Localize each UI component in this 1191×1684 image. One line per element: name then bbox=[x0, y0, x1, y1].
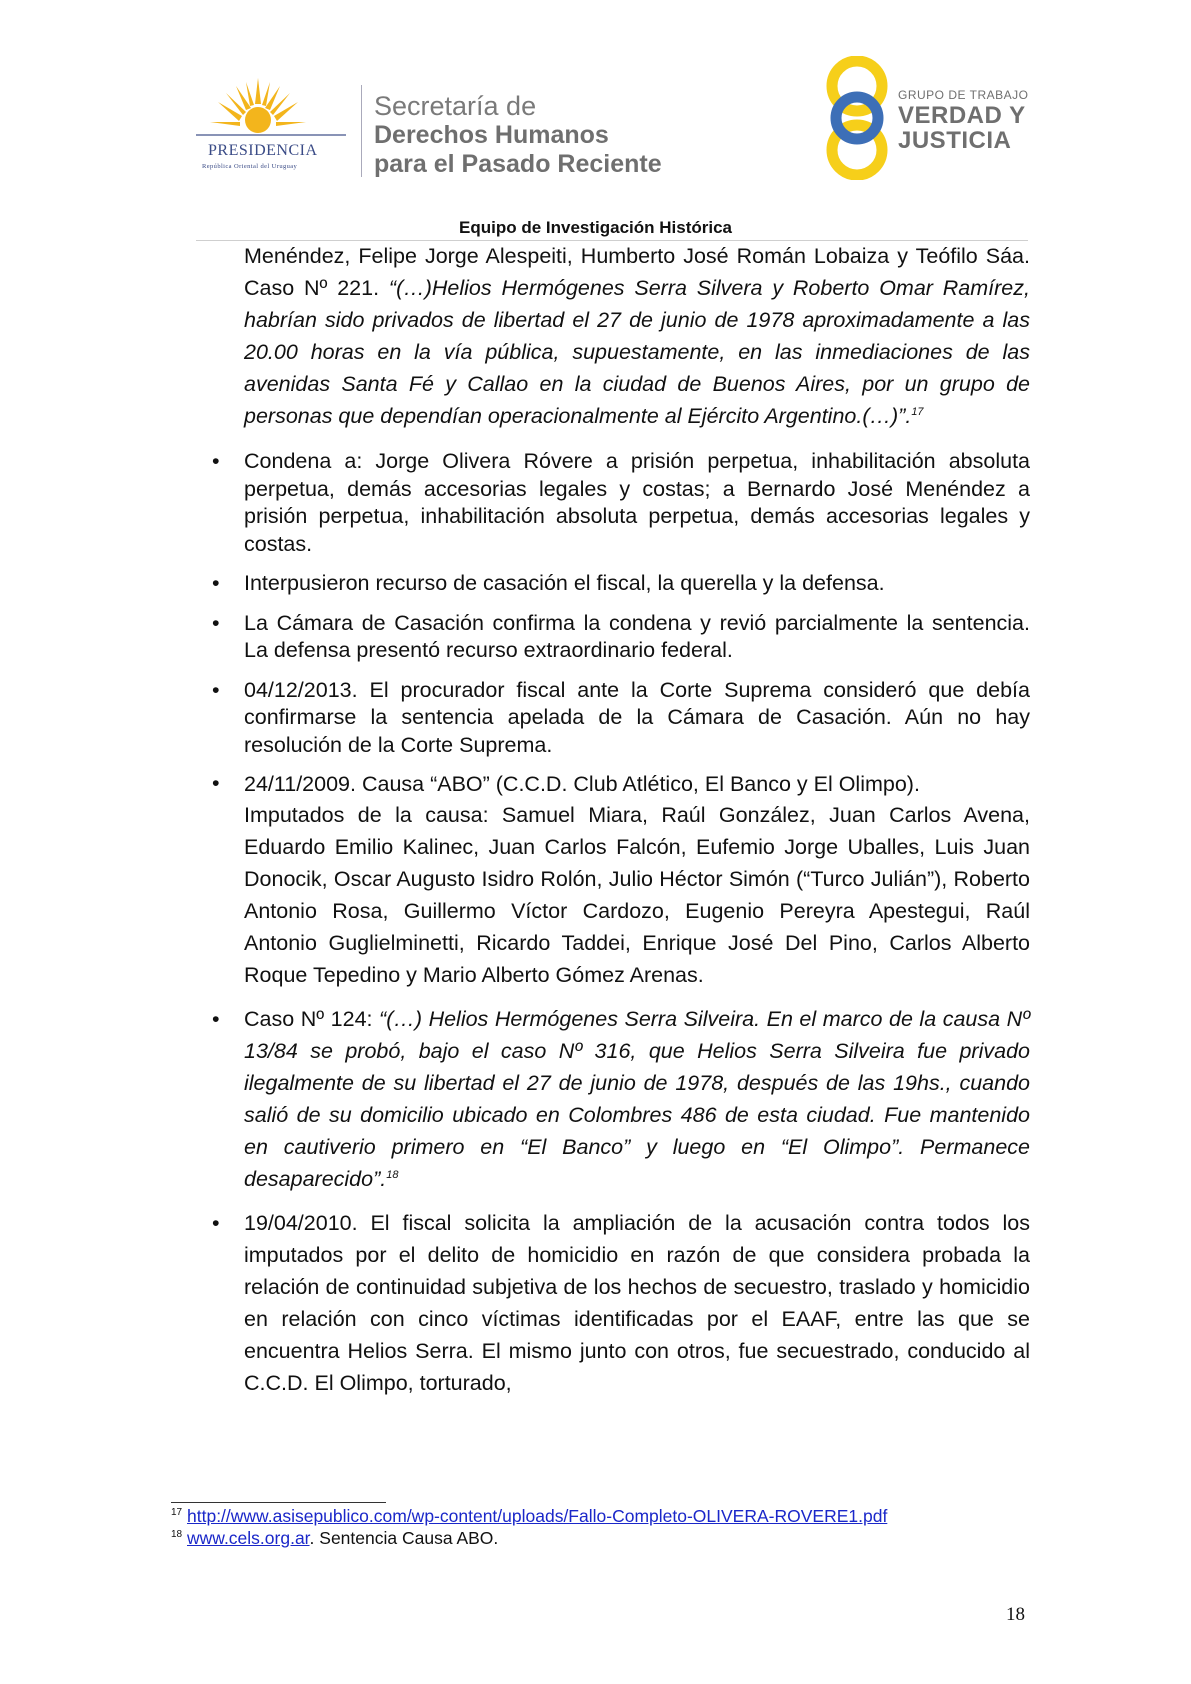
footnote-18-link[interactable]: www.cels.org.ar bbox=[187, 1528, 310, 1548]
page-number: 18 bbox=[1006, 1604, 1025, 1625]
presidencia-subtitle: República Oriental del Uruguay bbox=[202, 163, 298, 170]
footnotes bbox=[171, 1505, 887, 1549]
bullet-item bbox=[200, 570, 1030, 598]
bullet-item bbox=[200, 677, 1030, 760]
cont-plain-text: Menéndez, Felipe Jorge Alespeiti, Humberto José Román Lobaiza y Teófilo Sáa. Caso Nº 221. bbox=[244, 244, 1030, 300]
verdad-justicia-rings-icon bbox=[822, 56, 892, 180]
footnote-18 bbox=[171, 1527, 887, 1549]
footnote-separator bbox=[171, 1502, 386, 1503]
bullet-icon: • bbox=[212, 571, 220, 595]
footnote-17-link[interactable]: http://www.asisepublico.com/wp-content/uploads/Fallo-Completo-OLIVERA-ROVERE1.pdf bbox=[187, 1506, 888, 1526]
footnote-ref-18: 18 bbox=[386, 1168, 399, 1181]
header-divider bbox=[361, 85, 362, 177]
presidencia-wordmark: PRESIDENCIA bbox=[208, 142, 318, 159]
bullet-item bbox=[200, 1207, 1030, 1399]
bullet-text: 04/12/2013. El procurador fiscal ante la Corte Suprema consideró que debía confirmarse la sentencia apelada de la Cámara de Casación. Aún no hay resolución de la Corte Suprema. bbox=[244, 677, 1030, 757]
bullet-text-first: 24/11/2009. Causa “ABO” (C.C.D. Club Atlético, El Banco y El Olimpo). bbox=[244, 772, 920, 796]
gtvj-line-1: GRUPO DE TRABAJO bbox=[898, 88, 1029, 102]
verdad-justicia-text bbox=[898, 88, 1028, 153]
secretaria-logo-text bbox=[374, 92, 662, 179]
bullet-icon: • bbox=[212, 610, 220, 635]
bullet-icon: • bbox=[212, 771, 220, 795]
bullet-icon: • bbox=[212, 1006, 220, 1031]
bullet-item bbox=[200, 771, 1030, 991]
page-header bbox=[0, 0, 1191, 237]
bullet-italic-quote: “(…) Helios Hermógenes Serra Silveira. En el marco de la causa Nº 13/84 se probó, bajo el caso Nº 316, que Helios Serra Silveira fue privado ilegalmente de su libertad el 27 de junio de 1978, después de las 19hs., cuando salió de su domicilio ubicado en Colombres 486 de esta ciudad. Fue mantenido en cautiverio primero en “El Banco” y luego en “El Olimpo”. Permanece desaparecido”. bbox=[244, 1006, 1030, 1191]
bullet-icon: • bbox=[212, 449, 220, 473]
bullet-item bbox=[200, 448, 1030, 558]
bullet-text-rest: Imputados de la causa: Samuel Miara, Raúl González, Juan Carlos Avena, Eduardo Emilio Kalinec, Juan Carlos Falcón, Eufemio Jorge Uballes, Luis Juan Donocik, Oscar Augusto Isidro Rolón, Julio Héctor Simón (“Turco Julián”), Roberto Antonio Rosa, Guillermo Víctor Cardozo, Eugenio Pereyra Apestegui, Raúl Antonio Guglielminetti, Ricardo Taddei, Enrique José Del Pino, Carlos Alberto Roque Tepedino y Mario Alberto Gómez Arenas. bbox=[244, 802, 1030, 987]
bullet-text: Condena a: Jorge Olivera Róvere a prisión perpetua, inhabilitación absoluta perpetua, demás accesorias legales y costas; a Bernardo José Menéndez a prisión perpetua, inhabilitación absoluta perpetua, demás accesorias legales y costas. bbox=[244, 449, 1030, 556]
bullet-plain-text: Caso Nº 124: bbox=[244, 1006, 380, 1031]
secretaria-line-1: Secretaría de bbox=[374, 91, 537, 121]
team-title: Equipo de Investigación Histórica bbox=[459, 218, 732, 237]
secretaria-line-3: para el Pasado Reciente bbox=[374, 150, 662, 178]
gtvj-line-3: JUSTICIA bbox=[898, 127, 1012, 154]
footnote-17 bbox=[171, 1505, 887, 1527]
continued-paragraph bbox=[200, 240, 1030, 432]
body-content bbox=[200, 240, 1030, 1399]
cont-italic-quote: “(…)Helios Hermógenes Serra Silvera y Roberto Omar Ramírez, habrían sido privados de libertad el 27 de junio de 1978 aproximadamente a las 20.00 horas en la vía pública, supuestamente, en las inmediaciones de las avenidas Santa Fé y Callao en la ciudad de Buenos Aires, por un grupo de personas que dependían operacionalmente al Ejército Argentino.(…)”. bbox=[244, 276, 1030, 428]
footnote-number: 17 bbox=[171, 1507, 183, 1519]
bullet-text: 19/04/2010. El fiscal solicita la ampliación de la acusación contra todos los imputados por el delito de homicidio en razón de que considera probada la relación de continuidad subjetiva de los hechos de secuestro, traslado y homicidio en relación con cinco víctimas identificadas por el EAAF, entre las que se encuentra Helios Serra. El mismo junto con otros, fue secuestrado, conducido al C.C.D. El Olimpo, torturado, bbox=[244, 1210, 1030, 1395]
gtvj-line-2: VERDAD Y bbox=[898, 102, 1026, 129]
footnote-18-text: . Sentencia Causa ABO. bbox=[309, 1528, 499, 1548]
bullet-text: Interpusieron recurso de casación el fiscal, la querella y la defensa. bbox=[244, 571, 885, 595]
bullet-icon: • bbox=[212, 1210, 220, 1235]
bullet-item bbox=[200, 1003, 1030, 1195]
bullet-item bbox=[200, 610, 1030, 665]
footnote-ref-17: 17 bbox=[911, 405, 924, 418]
footnote-number: 18 bbox=[171, 1529, 183, 1541]
bullet-icon: • bbox=[212, 677, 220, 702]
secretaria-line-2: Derechos Humanos bbox=[374, 121, 609, 149]
bullet-text: La Cámara de Casación confirma la condena y revió parcialmente la sentencia. La defensa presentó recurso extraordinario federal. bbox=[244, 610, 1030, 662]
